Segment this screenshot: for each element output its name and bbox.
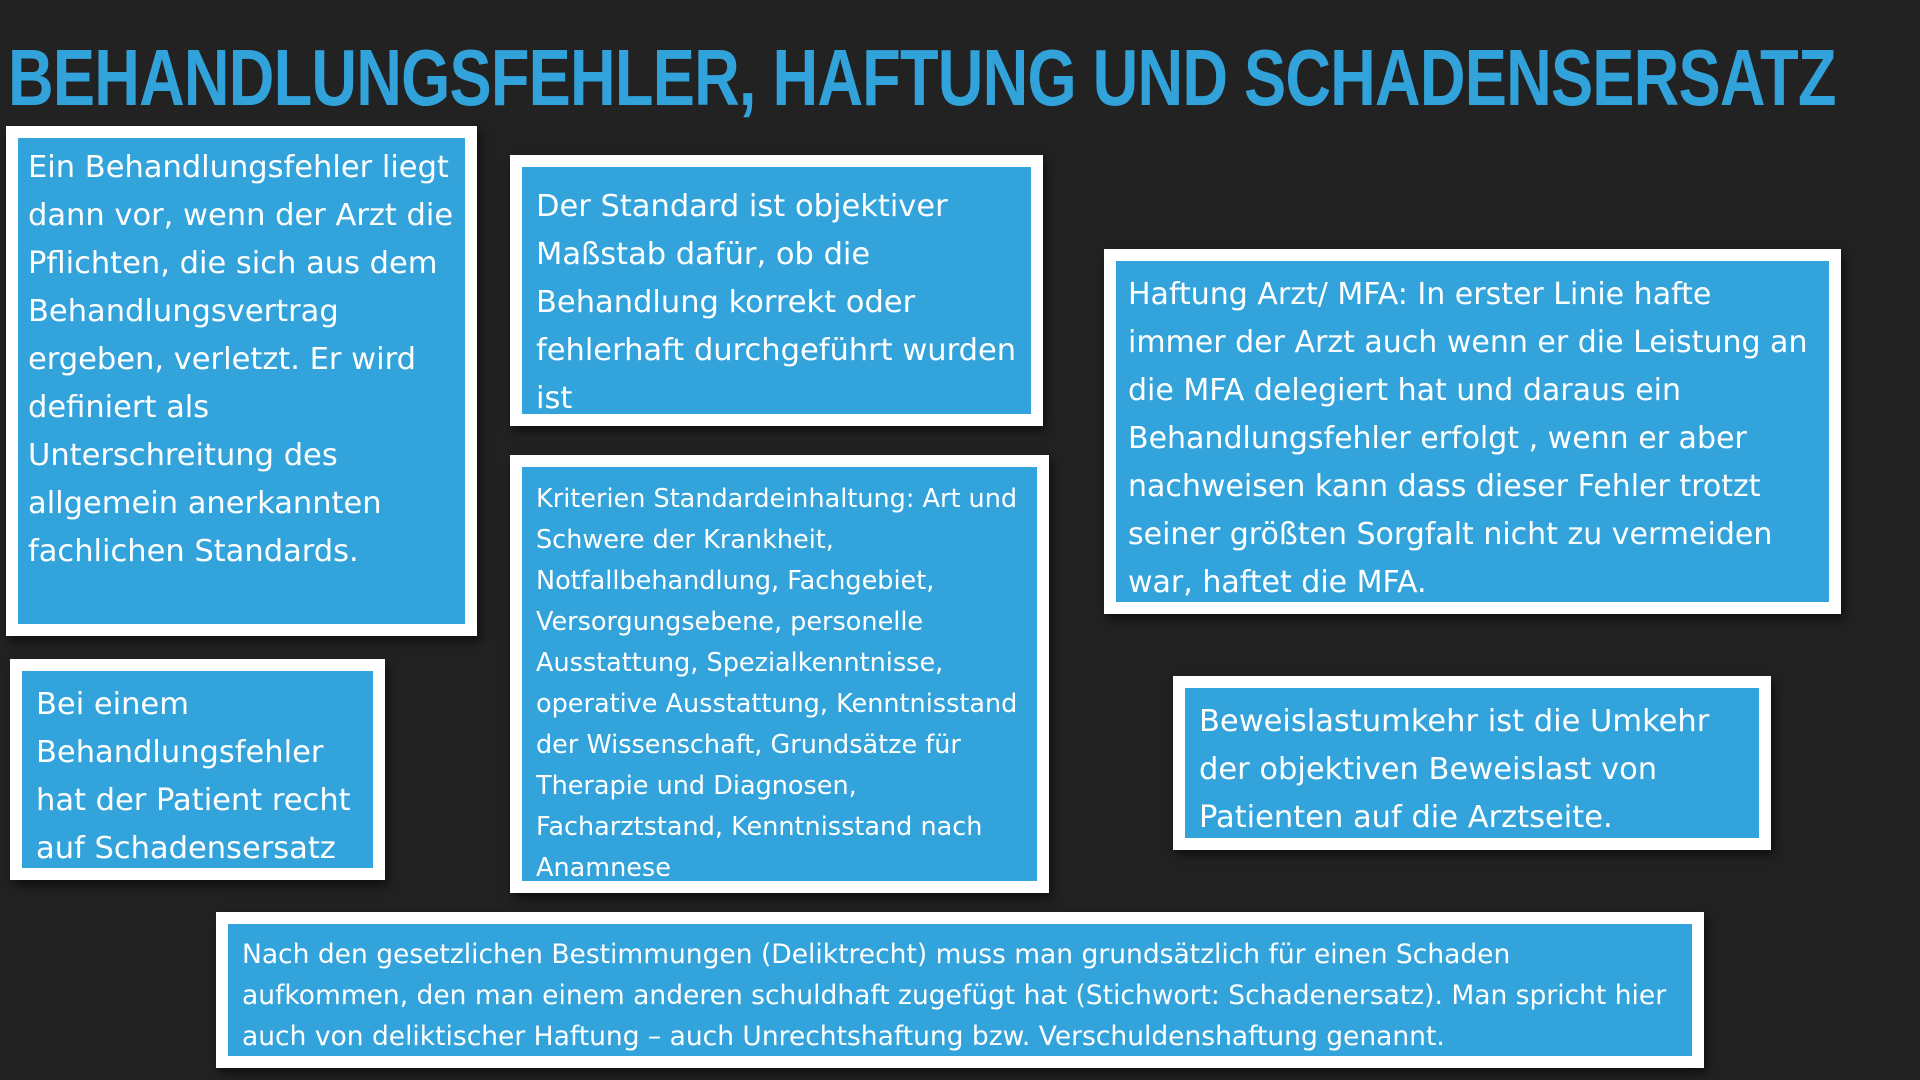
burden-reversal-text: Beweislastumkehr ist die Umkehr der objektiven Beweislast von Patienten auf die Arztseite. — [1199, 704, 1710, 835]
criteria-text: Kriterien Standardeinhaltung: Art und Schwere der Krankheit, Notfallbehandlung, Fachgebiet, Versorgungsebene, personelle Ausstattung, Spezialkenntnisse, operative Ausstattung, Kenntnisstand der Wissenschaft, Grundsätze für Therapie und Diagnosen, Facharztstand, Kenntnisstand nach Anamnese — [536, 484, 1018, 883]
definition-card — [6, 126, 477, 636]
compensation-card — [10, 659, 385, 880]
tort-law-text: Nach den gesetzlichen Bestimmungen (Deliktrecht) muss man grundsätzlich für einen Schaden aufkommen, den man einem anderen schuldhaft zugefügt hat (Stichwort: Schadenersatz). Man spricht hier auch von deliktischer Haftung – auch Unrechtshaftung bzw. Verschuldenshaftung genannt. — [242, 939, 1667, 1052]
liability-text: Haftung Arzt/ MFA: In erster Linie hafte immer der Arzt auch wenn er die Leistung an die MFA delegiert hat und daraus ein Behandlungsfehler erfolgt , wenn er aber nachweisen kann dass dieser Fehler trotzt seiner größten Sorgfalt nicht zu vermeiden war, haftet die MFA. — [1128, 277, 1808, 600]
compensation-text: Bei einem Behandlungsfehler hat der Patient recht auf Schadensersatz — [36, 687, 351, 866]
criteria-card — [510, 455, 1049, 893]
slide-title: BEHANDLUNGSFEHLER, HAFTUNG UND SCHADENSERSATZ — [8, 33, 1836, 122]
burden-reversal-card — [1173, 676, 1771, 850]
definition-text: Ein Behandlungsfehler liegt dann vor, wenn der Arzt die Pflichten, die sich aus dem Behandlungsvertrag ergeben, verletzt. Er wird definiert als Unterschreitung des allgemein anerkannten fachlichen Standards. — [28, 150, 454, 569]
standard-card — [510, 155, 1043, 426]
liability-card — [1104, 249, 1841, 614]
standard-text: Der Standard ist objektiver Maßstab dafür, ob die Behandlung korrekt oder fehlerhaft durchgeführt wurden ist — [536, 189, 1017, 416]
tort-law-card — [216, 912, 1704, 1068]
